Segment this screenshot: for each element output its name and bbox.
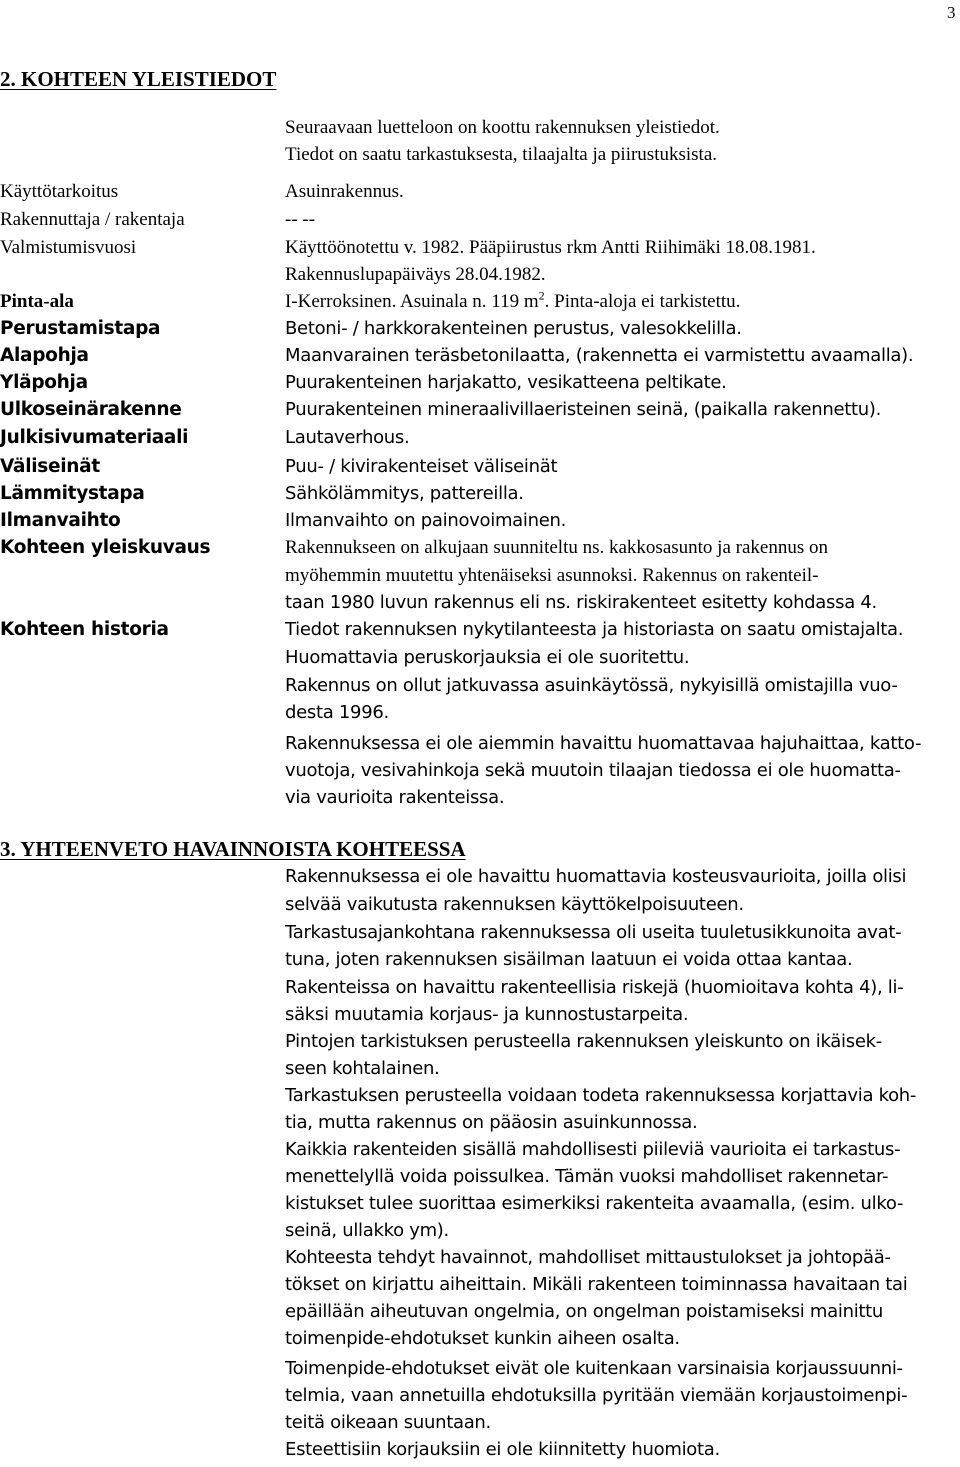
summary-line-11: Kaikkia rakenteiden sisällä mahdollisesti piileviä vaurioita ei tarkastus- — [285, 1139, 901, 1160]
value-lammitystapa: Sähkölämmitys, pattereilla. — [285, 483, 524, 504]
summary-line-12: menettelyllä voida poissulkea. Tämän vuoksi mahdolliset rakennetar- — [285, 1166, 889, 1187]
pinta-ala-text-b: . Pinta-aloja ei tarkistettu. — [544, 291, 741, 312]
summary-line-18: toimenpide-ehdotukset kunkin aiheen osalta. — [285, 1328, 680, 1349]
intro-line-2: Tiedot on saatu tarkastuksesta, tilaajalta ja piirustuksista. — [285, 144, 717, 165]
label-julkisivumateriaali: Julkisivumateriaali — [0, 427, 189, 448]
value-kayttotarkoitus: Asuinrakennus. — [285, 181, 404, 202]
historia-line-6: vuotoja, vesivahinkoja sekä muutoin tilaajan tiedossa ei ole huomatta- — [285, 760, 901, 781]
historia-line-3 — [285, 673, 957, 699]
label-valiseinat: Väliseinät — [0, 456, 100, 477]
summary-line-7: Pintojen tarkistuksen perusteella rakennuksen yleiskunto on ikäisek- — [285, 1031, 882, 1052]
historia-line-1: Tiedot rakennuksen nykytilanteesta ja historiasta on saatu omistajalta. — [285, 619, 904, 640]
yleiskuvaus-line-3: taan 1980 luvun rakennus eli ns. riskirakenteet esitetty kohdassa 4. — [285, 592, 877, 613]
pinta-ala-superscript: 2 — [538, 288, 545, 303]
summary-line-6: säksi muutamia korjaus- ja kunnostustarpeita. — [285, 1004, 689, 1025]
summary-line-16: tökset on kirjattu aiheittain. Mikäli rakenteen toiminnassa havaitaan tai — [285, 1274, 908, 1295]
summary-line-13: kistukset tulee suorittaa esimerkiksi rakenteita avaamalla, (esim. ulko- — [285, 1193, 904, 1214]
label-ylapohja: Yläpohja — [0, 372, 88, 393]
summary-line-19: Toimenpide-ehdotukset eivät ole kuitenkaan varsinaisia korjaussuunni- — [285, 1358, 903, 1379]
value-julkisivumateriaali: Lautaverhous. — [285, 427, 410, 448]
summary-line-22: Esteettisiin korjauksiin ei ole kiinnitetty huomiota. — [285, 1439, 720, 1460]
intro-line-1: Seuraavaan luetteloon on koottu rakennuksen yleistiedot. — [285, 117, 720, 138]
label-kohteen-historia: Kohteen historia — [0, 619, 169, 640]
label-perustamistapa: Perustamistapa — [0, 318, 161, 339]
historia-line-5: Rakennuksessa ei ole aiemmin havaittu huomattavaa hajuhaittaa, katto- — [285, 733, 922, 754]
label-pinta-ala: Pinta-ala — [0, 291, 74, 312]
yleiskuvaus-line-1 — [285, 535, 957, 561]
label-kohteen-yleiskuvaus: Kohteen yleiskuvaus — [0, 537, 211, 558]
historia-line-2: Huomattavia peruskorjauksia ei ole suoritettu. — [285, 647, 690, 668]
value-ilmanvaihto: Ilmanvaihto on painovoimainen. — [285, 510, 567, 531]
label-rakennuttaja: Rakennuttaja / rakentaja — [0, 209, 185, 230]
summary-line-17: epäillään aiheutuvan ongelmia, on ongelman poistamiseksi mainittu — [285, 1301, 884, 1322]
yleiskuvaus-line-2 — [285, 563, 957, 589]
value-valiseinat: Puu- / kivirakenteiset väliseinät — [285, 456, 558, 477]
historia-line-3-text: Rakennus on ollut jatkuvassa asuinkäytössä, nykyisillä omistajilla vuo- — [285, 675, 898, 696]
value-alapohja: Maanvarainen teräsbetonilaatta, (rakennetta ei varmistettu avaamalla). — [285, 345, 914, 366]
summary-line-14: seinä, ullakko ym). — [285, 1220, 449, 1241]
value-perustamistapa: Betoni- / harkkorakenteinen perustus, valesokkelilla. — [285, 318, 742, 339]
value-ulkoseinarakenne: Puurakenteinen mineraalivillaeristeinen seinä, (paikalla rakennettu). — [285, 399, 882, 420]
historia-line-4: desta 1996. — [285, 702, 389, 723]
historia-line-7: via vaurioita rakenteissa. — [285, 787, 505, 808]
summary-line-10: tia, mutta rakennus on pääosin asuinkunnossa. — [285, 1112, 698, 1133]
value-valmistumisvuosi-1: Käyttöönotettu v. 1982. Pääpiirustus rkm Antti Riihimäki 18.08.1981. — [285, 237, 816, 258]
yleiskuvaus-line-2-text: myöhemmin muutettu yhtenäiseksi asunnoksi. Rakennus on rakenteil- — [285, 565, 819, 586]
summary-line-8: seen kohtalainen. — [285, 1058, 440, 1079]
value-valmistumisvuosi-2: Rakennuslupapäiväys 28.04.1982. — [285, 264, 546, 285]
label-kayttotarkoitus: Käyttötarkoitus — [0, 181, 119, 202]
summary-line-9: Tarkastuksen perusteella voidaan todeta rakennuksessa korjattavia koh- — [285, 1085, 917, 1106]
summary-line-4: tuna, joten rakennuksen sisäilman laatuun ei voida ottaa kantaa. — [285, 949, 853, 970]
summary-line-15: Kohteesta tehdyt havainnot, mahdolliset mittaustulokset ja johtopää- — [285, 1247, 891, 1268]
summary-line-2: selvää vaikutusta rakennuksen käyttökelpoisuuteen. — [285, 894, 744, 915]
yleiskuvaus-line-1-text: Rakennukseen on alkujaan suunniteltu ns. kakkosasunto ja rakennus on — [285, 537, 828, 558]
label-valmistumisvuosi: Valmistumisvuosi — [0, 237, 137, 258]
summary-line-1: Rakennuksessa ei ole havaittu huomattavia kosteusvaurioita, joilla olisi — [285, 866, 907, 887]
label-ulkoseinarakenne: Ulkoseinärakenne — [0, 399, 182, 420]
section-3-heading: 3. YHTEENVETO HAVAINNOISTA KOHTEESSA — [0, 837, 466, 861]
summary-line-5: Rakenteissa on havaittu rakenteellisia riskejä (huomioitava kohta 4), li- — [285, 977, 904, 998]
page-number: 3 — [947, 3, 956, 22]
section-2-heading: 2. KOHTEEN YLEISTIEDOT — [0, 67, 277, 91]
label-alapohja: Alapohja — [0, 345, 89, 366]
value-rakennuttaja: -- -- — [285, 209, 316, 230]
value-pinta-ala — [285, 289, 740, 315]
summary-line-20: telmia, vaan annetuilla ehdotuksilla pyritään viemään korjaustoimenpi- — [285, 1385, 908, 1406]
label-ilmanvaihto: Ilmanvaihto — [0, 510, 121, 531]
pinta-ala-text-a: I-Kerroksinen. Asuinala n. 119 m — [285, 291, 539, 312]
summary-line-21: teitä oikeaan suuntaan. — [285, 1412, 491, 1433]
value-ylapohja: Puurakenteinen harjakatto, vesikatteena peltikate. — [285, 372, 727, 393]
summary-line-3: Tarkastusajankohtana rakennuksessa oli useita tuuletusikkunoita avat- — [285, 922, 902, 943]
label-lammitystapa: Lämmitystapa — [0, 483, 145, 504]
